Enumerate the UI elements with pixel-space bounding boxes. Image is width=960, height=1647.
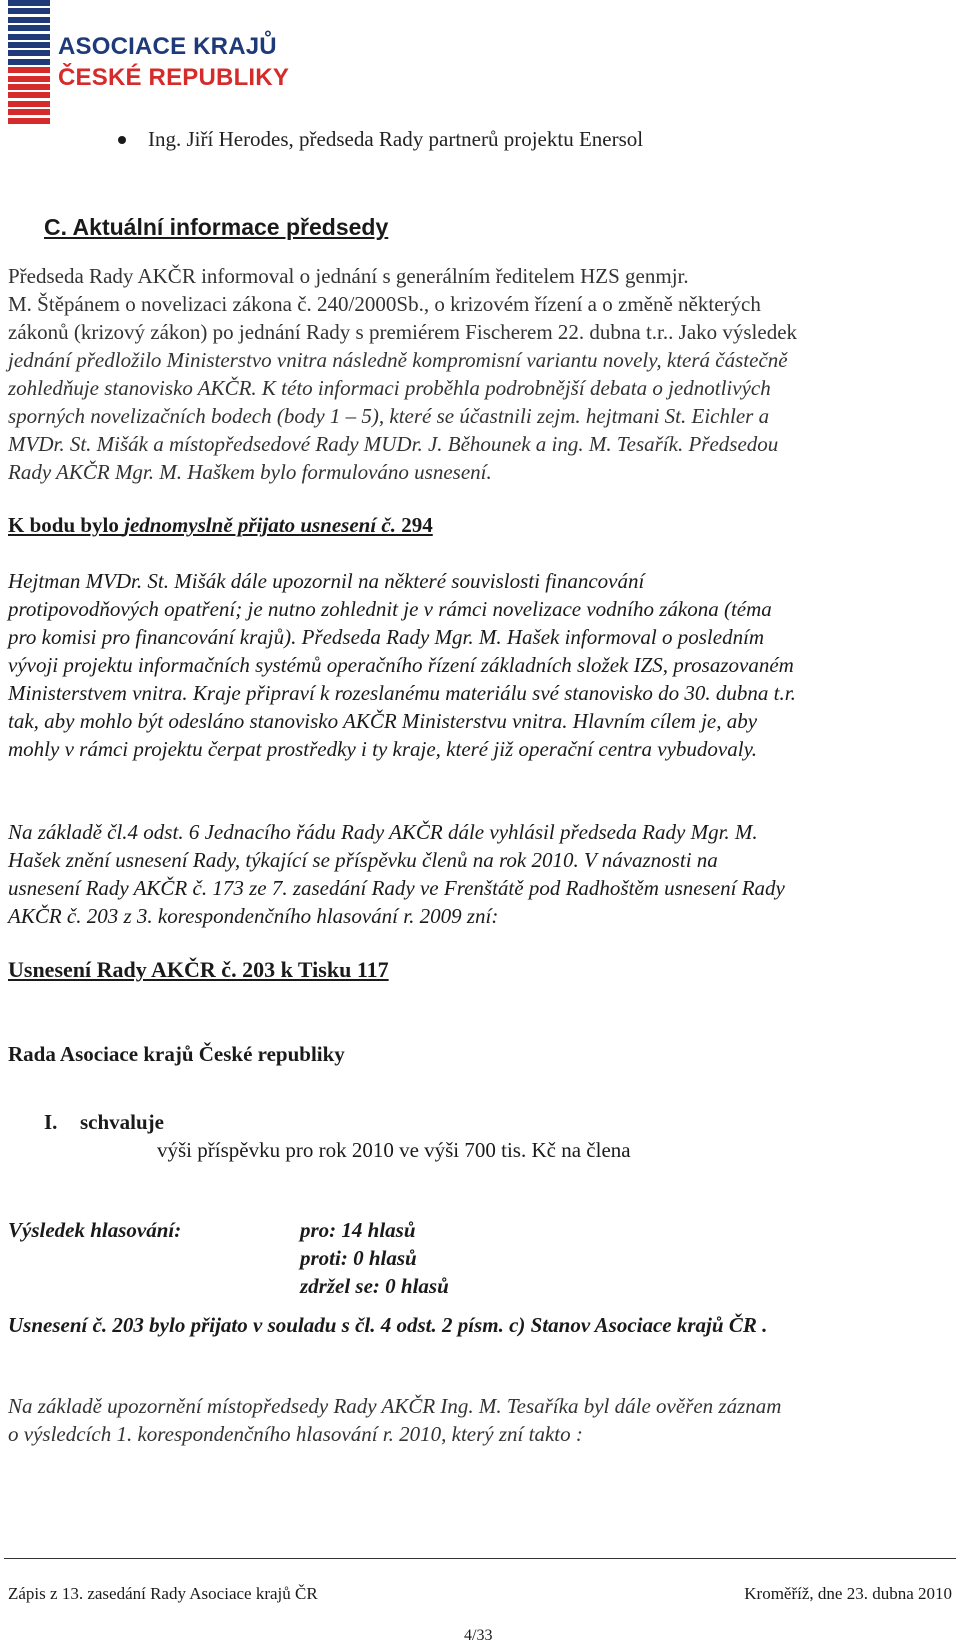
logo-stripe (8, 101, 50, 107)
resolution-line (8, 511, 433, 540)
logo (8, 0, 308, 128)
logo-stripe (8, 59, 50, 65)
logo-stripes-icon (8, 0, 50, 128)
vote-label: Výsledek hlasování: (8, 1218, 182, 1242)
logo-line1: ASOCIACE KRAJŮ (58, 33, 277, 60)
para4-line: Na základě upozornění místopředsedy Rady AKČR Ing. M. Tesaříka byl dále ověřen záznam (8, 1394, 782, 1418)
logo-stripe (8, 17, 50, 23)
accepted-line: Usnesení č. 203 bylo přijato v souladu s čl. 4 odst. 2 písm. c) Stanov Asociace krajů ČR . (8, 1313, 768, 1337)
footer-right: Kroměříž, dne 23. dubna 2010 (744, 1584, 952, 1603)
logo-stripe (8, 50, 50, 56)
para2-line: pro komisi pro financování krajů). Předseda Rady Mgr. M. Hašek informoval o posledním (8, 625, 765, 649)
para2-line: protipovodňových opatření; je nutno zohlednit je v rámci novelizace vodního zákona (téma (8, 597, 772, 621)
para1-line: sporných novelizačních bodech (body 1 – 5), které se účastnili zejm. hejtmani St. Eichler a (8, 404, 770, 428)
logo-line2: ČESKÉ REPUBLIKY (58, 64, 290, 91)
vote-pro: pro: 14 hlasů (300, 1218, 416, 1242)
logo-stripe (8, 0, 50, 6)
usneseni-heading: Usnesení Rady AKČR č. 203 k Tisku 117 (8, 957, 389, 982)
logo-stripe (8, 109, 50, 115)
para2-line: vývoji projektu informačních systémů operačního řízení základních složek IZS, prosazovaném (8, 653, 794, 677)
rada-heading: Rada Asociace krajů České republiky (8, 1042, 345, 1066)
para2-line: Ministerstvem vnitra. Kraje připraví k rozeslanému materiálu své stanovisko do 30. dubna t.r. (8, 681, 796, 705)
footer-divider (4, 1558, 956, 1559)
logo-stripe (8, 25, 50, 31)
para1-line: MVDr. St. Mišák a místopředsedové Rady MUDr. J. Běhounek a ing. M. Tesařík. Předsedou (8, 432, 779, 456)
resolution-number: 294 (396, 513, 433, 537)
vote-proti: proti: 0 hlasů (300, 1246, 417, 1270)
para3-line: Hašek znění usnesení Rady, týkající se příspěvku členů na rok 2010. V návaznosti na (8, 848, 718, 872)
logo-stripe (8, 42, 50, 48)
bullet-text: Ing. Jiří Herodes, předseda Rady partnerů projektu Enersol (148, 127, 644, 151)
para3-line: AKČR č. 203 z 3. korespondenčního hlasování r. 2009 zní: (8, 904, 499, 928)
para3-line: Na základě čl.4 odst. 6 Jednacího řádu Rady AKČR dále vyhlásil předseda Rady Mgr. M. (8, 820, 758, 844)
para1-line: M. Štěpánem o novelizaci zákona č. 240/2000Sb., o krizovém řízení a o změně některých (8, 292, 761, 316)
para4-line: o výsledcích 1. korespondenčního hlasování r. 2010, který zní takto : (8, 1422, 583, 1446)
schvaluje-numeral: I. (44, 1110, 58, 1134)
para3-line: usnesení Rady AKČR č. 173 ze 7. zasedání Rady ve Frenštátě pod Radhoštěm usnesení Rady (8, 876, 785, 900)
logo-stripe (8, 8, 50, 14)
resolution-part1: K bodu bylo (8, 513, 125, 537)
vote-zdrzel: zdržel se: 0 hlasů (300, 1274, 449, 1298)
logo-stripe (8, 84, 50, 90)
section-heading: C. Aktuální informace předsedy (44, 214, 389, 240)
logo-stripe (8, 92, 50, 98)
para1-line: zákonů (krizový zákon) po jednání Rady s premiérem Fischerem 22. dubna t.r.. Jako výsledek (8, 320, 798, 344)
bullet-icon (118, 136, 126, 144)
para1-line: Předseda Rady AKČR informoval o jednání s generálním ředitelem HZS genmjr. (8, 264, 689, 288)
para1-line: Rady AKČR Mgr. M. Haškem bylo formulováno usnesení. (8, 460, 492, 484)
resolution-part2: jednomyslně přijato usnesení č. (124, 513, 396, 537)
para1-line: jednání předložilo Ministerstvo vnitra následně kompromisní variantu novely, která částečně (8, 348, 788, 372)
para2-line: Hejtman MVDr. St. Mišák dále upozornil na některé souvislosti financování (8, 569, 645, 593)
para1-line: zohledňuje stanovisko AKČR. K této informaci proběhla podrobnější debata o jednotlivých (8, 376, 771, 400)
schvaluje-text: výši příspěvku pro rok 2010 ve výši 700 tis. Kč na člena (157, 1138, 631, 1162)
para2-line: tak, aby mohlo být odesláno stanovisko AKČR Ministerstvu vnitra. Hlavním cílem je, aby (8, 709, 758, 733)
footer-left: Zápis z 13. zasedání Rady Asociace krajů ČR (8, 1584, 318, 1603)
logo-stripe (8, 118, 50, 124)
schvaluje-label: schvaluje (80, 1110, 164, 1134)
para2-line: mohly v rámci projektu čerpat prostředky i ty kraje, které již operační centra vybudovaly. (8, 737, 757, 761)
logo-stripe (8, 34, 50, 40)
logo-stripe (8, 76, 50, 82)
page-number: 4/33 (464, 1627, 493, 1644)
logo-stripe (8, 67, 50, 73)
